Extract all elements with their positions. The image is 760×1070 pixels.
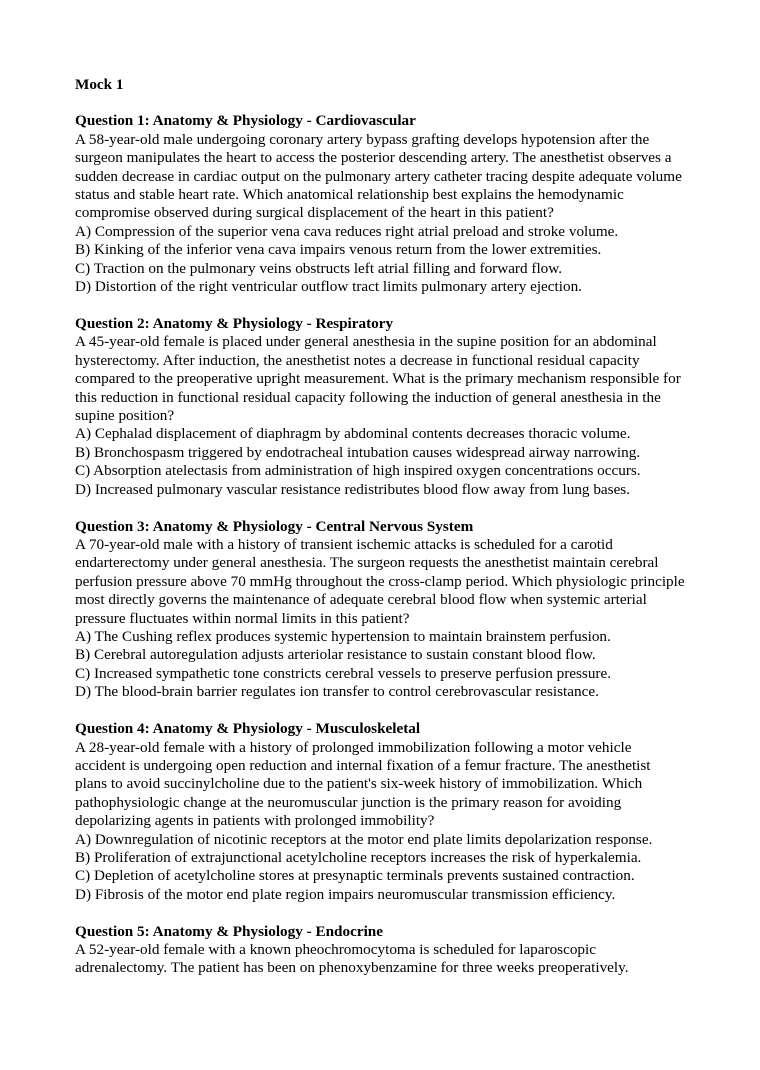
answer-option-c: C) Depletion of acetylcholine stores at presynaptic terminals prevents sustained contraction.: [75, 867, 635, 885]
question-heading: Question 5: Anatomy & Physiology - Endocrine: [75, 922, 383, 940]
question-stem: A 28-year-old female with a history of prolonged immobilization following a motor vehicle accident is undergoing open reduction and internal fixation of a femur fracture. The anesthetist plans to avoid succinylcholine due to the patient's six-week history of immobilization. Which pathophysiologic change at the neuromuscular junction is the primary reason for avoiding depolarizing agents in patients with prolonged immobility?: [75, 738, 651, 830]
answer-option-a: A) Cephalad displacement of diaphragm by abdominal contents decreases thoracic volume.: [75, 425, 631, 443]
answer-option-b: B) Proliferation of extrajunctional acetylcholine receptors increases the risk of hyperkalemia.: [75, 848, 642, 866]
answer-option-d: D) Distortion of the right ventricular outflow tract limits pulmonary artery ejection.: [75, 278, 582, 296]
question-1: [75, 112, 685, 296]
answer-option-d: D) Increased pulmonary vascular resistance redistributes blood flow away from lung bases.: [75, 480, 631, 498]
answer-option-a: A) Downregulation of nicotinic receptors at the motor end plate limits depolarization response.: [75, 830, 653, 848]
answer-option-c: C) Increased sympathetic tone constricts cerebral vessels to preserve perfusion pressure.: [75, 664, 612, 682]
question-heading: Question 3: Anatomy & Physiology - Central Nervous System: [75, 517, 474, 535]
question-stem: A 52-year-old female with a known pheochromocytoma is scheduled for laparoscopic adrenalectomy. The patient has been on phenoxybenzamine for three weeks preoperatively.: [75, 941, 629, 977]
answer-option-b: B) Cerebral autoregulation adjusts arteriolar resistance to sustain constant blood flow.: [75, 646, 596, 664]
question-stem: A 70-year-old male with a history of transient ischemic attacks is scheduled for a carotid endarterectomy under general anesthesia. The surgeon requests the anesthetist maintain cerebral perfusion pressure above 70 mmHg throughout the cross-clamp period. Which physiologic principle most directly governs the maintenance of adequate cerebral blood flow when systemic arterial pressure fluctuates within normal limits in this patient?: [75, 535, 685, 627]
answer-option-a: A) The Cushing reflex produces systemic hypertension to maintain brainstem perfusion.: [75, 627, 611, 645]
document-page: [75, 76, 685, 996]
question-5: [75, 923, 685, 978]
question-4: [75, 720, 685, 904]
question-stem: A 58-year-old male undergoing coronary artery bypass grafting develops hypotension after the surgeon manipulates the heart to access the posterior descending artery. The anesthetist observes a sudden decrease in cardiac output on the pulmonary artery catheter tracing despite adequate volume status and stable heart rate. Which anatomical relationship best explains the hemodynamic compromise observed during surgical displacement of the heart in this patient?: [75, 130, 682, 222]
answer-option-a: A) Compression of the superior vena cava reduces right atrial preload and stroke volume.: [75, 222, 619, 240]
question-2: [75, 315, 685, 499]
document-title: Mock 1: [75, 76, 124, 93]
question-heading: Question 4: Anatomy & Physiology - Musculoskeletal: [75, 720, 421, 738]
answer-option-d: D) The blood-brain barrier regulates ion transfer to control cerebrovascular resistance.: [75, 683, 599, 701]
question-stem: A 45-year-old female is placed under general anesthesia in the supine position for an abdominal hysterectomy. After induction, the anesthetist notes a decrease in functional residual capacity compared to the preoperative upright measurement. What is the primary mechanism responsible for this reduction in functional residual capacity following the induction of general anesthesia in the supine position?: [75, 333, 681, 424]
answer-option-b: B) Kinking of the inferior vena cava impairs venous return from the lower extremities.: [75, 241, 602, 259]
answer-option-d: D) Fibrosis of the motor end plate region impairs neuromuscular transmission efficiency.: [75, 885, 616, 903]
answer-option-b: B) Bronchospasm triggered by endotracheal intubation causes widespread airway narrowing.: [75, 443, 641, 461]
answer-option-c: C) Absorption atelectasis from administration of high inspired oxygen concentrations occurs.: [75, 462, 641, 480]
question-heading: Question 1: Anatomy & Physiology - Cardiovascular: [75, 112, 416, 130]
question-3: [75, 518, 685, 702]
question-heading: Question 2: Anatomy & Physiology - Respiratory: [75, 314, 394, 332]
answer-option-c: C) Traction on the pulmonary veins obstructs left atrial filling and forward flow.: [75, 259, 563, 277]
